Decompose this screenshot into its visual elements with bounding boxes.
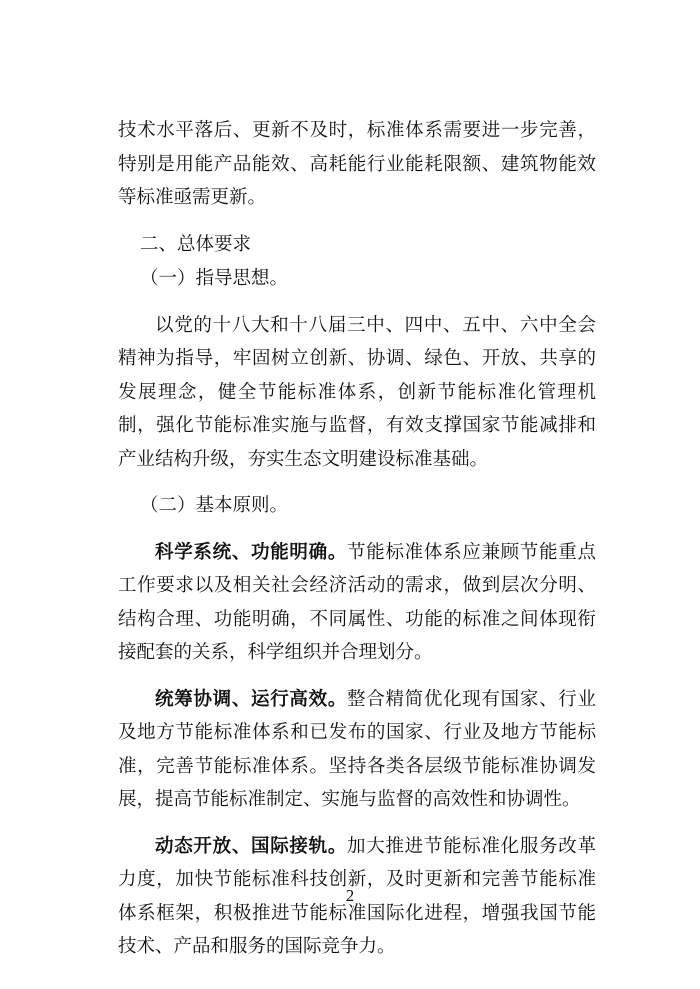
principle-paragraph xyxy=(118,536,596,670)
principle-lead: 动态开放、国际接轨。 xyxy=(155,835,348,857)
principle-lead: 科学系统、功能明确。 xyxy=(155,541,348,563)
page-number: 2 xyxy=(345,886,355,905)
subsection-heading-guiding-ideology: （一）指导思想。 xyxy=(140,268,289,289)
section-heading-overall-requirements: 二、总体要求 xyxy=(140,233,252,255)
principle-paragraph xyxy=(118,683,596,817)
subsection-heading-basic-principles: （二）基本原则。 xyxy=(140,495,289,516)
principle-text: 整合精简优化现有国家、行业及地方节能标准体系和已发布的国家、行业及地方节能标准，完善节能标准体系。坚持各类各层级节能标准协调发展，提高节能标准制定、实施与监督的高效性和协调性。 xyxy=(118,688,596,810)
continuation-paragraph: 技术水平落后、更新不及时，标准体系需要进一步完善，特别是用能产品能效、高耗能行业能耗限额、建筑物能效等标准亟需更新。 xyxy=(118,120,596,208)
principle-text: 加大推进节能标准化服务改革力度，加快节能标准科技创新，及时更新和完善节能标准体系框架，积极推进节能标准国际化进程，增强我国节能技术、产品和服务的国际竞争力。 xyxy=(118,835,596,957)
page-body xyxy=(118,114,596,964)
principle-lead: 统筹协调、运行高效。 xyxy=(155,688,348,710)
principle-text: 节能标准体系应兼顾节能重点工作要求以及相关社会经济活动的需求，做到层次分明、结构合理、功能明确，不同属性、功能的标准之间体现衔接配套的关系，科学组织并合理划分。 xyxy=(118,541,596,663)
guiding-ideology-paragraph: 以党的十八大和十八届三中、四中、五中、六中全会精神为指导，牢固树立创新、协调、绿色、开放、共享的发展理念，健全节能标准体系，创新节能标准化管理机制，强化节能标准实施与监督，有效支撑国家节能减排和产业结构升级，夯实生态文明建设标准基础。 xyxy=(118,314,596,470)
